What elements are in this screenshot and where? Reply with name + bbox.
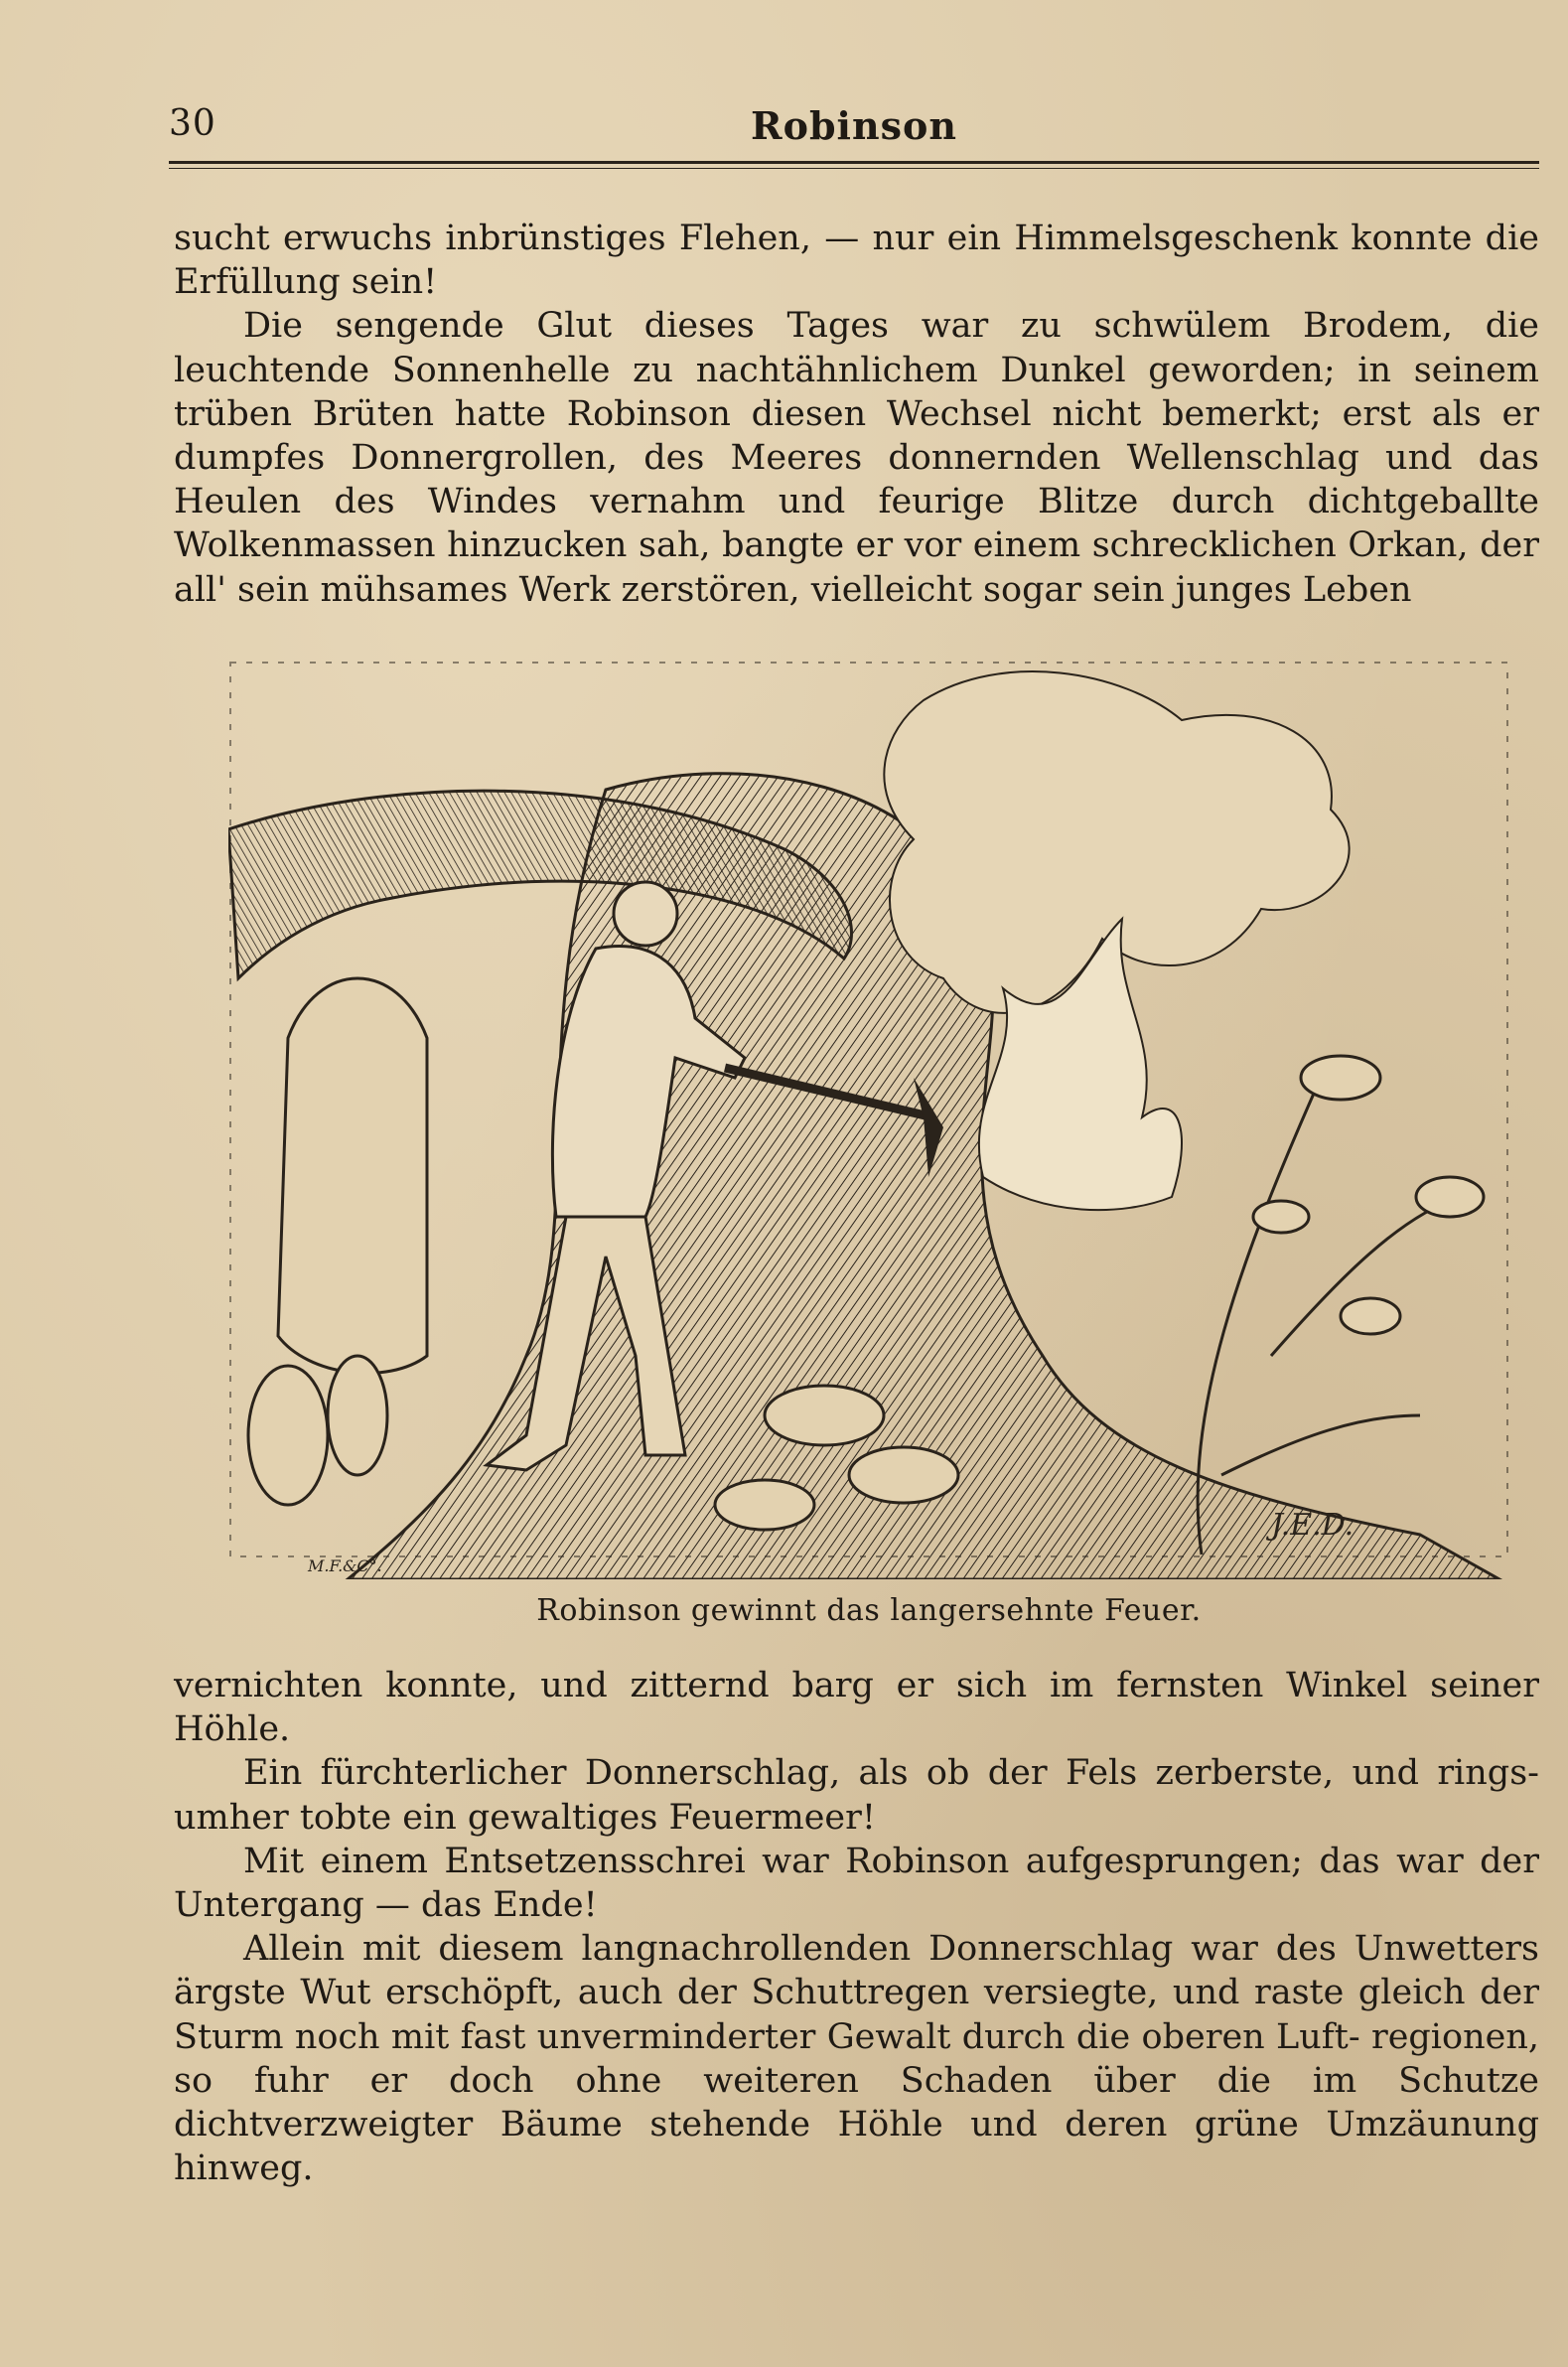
plants-right [1198,1056,1484,1554]
text-block-top [174,217,1539,612]
paragraph: Allein mit diesem langnachrollenden Donnerschlag war des Unwetters ärgste Wut erschöpft, auch der Schuttregen versiegte, und raste gleich der Sturm noch mit fast unverminderter Gewalt durch die oberen Luft- regionen, so fuhr er doch ohne weiteren Schaden über die im Schutze dichtverzweigter Bäume stehende Höhle und deren grüne Umzäunung hinweg. [174,1929,1539,2189]
engraver-signature-left: M.F.&C°. [308,1556,382,1575]
page-header [169,103,1539,163]
paragraph: sucht erwuchs inbrünstiges Flehen, — nur ein Himmelsgeschenk konnte die Erfüllung sein! [174,219,1539,303]
page-number: 30 [169,103,216,144]
artist-signature-right: J.E.D. [1271,1508,1354,1543]
illustration-caption: Robinson gewinnt das langersehnte Feuer. [536,1593,1202,1628]
paragraph: Die sengende Glut dieses Tages war zu schwülem Brodem, die leuchtende Sonnenhelle zu nachtähnlichem Dunkel geworden; in seinem trüben Brüten hatte Robinson diesen Wechsel nicht bemerkt; erst als er dumpfes Donnergrollen, des Meeres donnernden Wellenschlag und das Heulen des Windes vernahm und feurige Blitze durch dichtgeballte Wolkenmassen hinzucken sah, bangte er vor einem schrecklichen Orkan, der all' sein mühsames Werk zerstören, vielleicht sogar sein junges Leben [174,306,1539,610]
text-block-bottom [174,1664,1539,2190]
stone-left [278,978,427,1373]
running-title: Robinson [751,103,957,148]
woodcut-illustration [228,661,1509,1579]
paragraph: vernichten konnte, und zitternd barg er sich im fernsten Winkel seiner Höhle. [174,1666,1539,1750]
header-rule [169,161,1539,169]
paragraph: Ein fürchterlicher Donnerschlag, als ob der Fels zerberste, und rings- umher tobte ein gewaltiges Feuermeer! [174,1753,1539,1838]
paragraph: Mit einem Entsetzensschrei war Robinson aufgesprungen; das war der Untergang — das Ende! [174,1841,1539,1926]
